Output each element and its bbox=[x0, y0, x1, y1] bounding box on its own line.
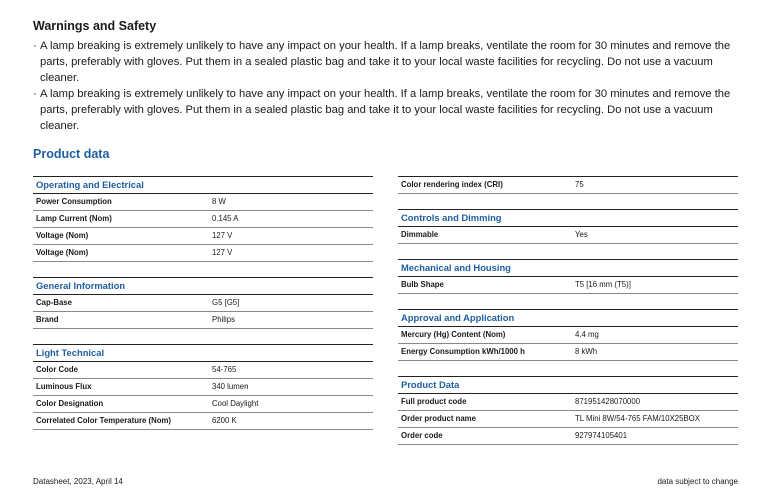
row-value: 6200 K bbox=[212, 416, 237, 425]
warning-item bbox=[33, 86, 738, 134]
group-heading: General Information bbox=[33, 277, 373, 295]
table-row bbox=[398, 411, 738, 428]
bullet-icon: · bbox=[33, 88, 37, 100]
row-label: Color rendering index (CRI) bbox=[401, 180, 503, 189]
row-value: 0.145 A bbox=[212, 214, 239, 223]
row-value: 4.4 mg bbox=[575, 330, 599, 339]
footer-date: Datasheet, 2023, April 14 bbox=[33, 477, 123, 486]
product-data-columns bbox=[33, 176, 738, 445]
row-label: Mercury (Hg) Content (Nom) bbox=[401, 330, 506, 339]
group-product-data bbox=[398, 376, 738, 445]
table-row bbox=[33, 228, 373, 245]
table-row bbox=[398, 394, 738, 411]
group-general-information bbox=[33, 277, 373, 329]
datasheet-page bbox=[33, 18, 738, 445]
row-value: Yes bbox=[575, 230, 588, 239]
row-label: Brand bbox=[36, 315, 59, 324]
row-value: TL Mini 8W/54-765 FAM/10X25BOX bbox=[575, 414, 700, 423]
row-label: Lamp Current (Nom) bbox=[36, 214, 112, 223]
row-label: Cap-Base bbox=[36, 298, 72, 307]
row-label: Correlated Color Temperature (Nom) bbox=[36, 416, 172, 425]
row-label: Bulb Shape bbox=[401, 280, 444, 289]
group-heading: Light Technical bbox=[33, 344, 373, 362]
row-value: 871951428070000 bbox=[575, 397, 641, 406]
table-row bbox=[398, 227, 738, 244]
group-approval-application bbox=[398, 309, 738, 361]
left-column bbox=[33, 176, 373, 445]
group-heading: Operating and Electrical bbox=[33, 176, 373, 194]
table-row bbox=[33, 312, 373, 329]
group-color-rendering bbox=[398, 176, 738, 194]
row-label: Energy Consumption kWh/1000 h bbox=[401, 347, 525, 356]
row-value: 8 kWh bbox=[575, 347, 598, 356]
warning-item bbox=[33, 38, 738, 86]
row-label: Dimmable bbox=[401, 230, 439, 239]
table-row bbox=[398, 344, 738, 361]
row-label: Power Consumption bbox=[36, 197, 112, 206]
table-row bbox=[33, 413, 373, 430]
row-value: 127 V bbox=[212, 248, 233, 257]
product-data-title: Product data bbox=[33, 147, 110, 161]
row-label: Order code bbox=[401, 431, 443, 440]
row-label: Full product code bbox=[401, 397, 467, 406]
row-value: 54-765 bbox=[212, 365, 237, 374]
group-heading: Approval and Application bbox=[398, 309, 738, 327]
table-row bbox=[398, 176, 738, 194]
table-row bbox=[33, 362, 373, 379]
group-controls-dimming bbox=[398, 209, 738, 244]
group-light-technical bbox=[33, 344, 373, 430]
group-heading: Mechanical and Housing bbox=[398, 259, 738, 277]
row-value: Philips bbox=[212, 315, 235, 324]
table-row bbox=[33, 211, 373, 228]
table-row bbox=[33, 194, 373, 211]
row-value: Cool Daylight bbox=[212, 399, 259, 408]
row-value: 8 W bbox=[212, 197, 226, 206]
row-label: Order product name bbox=[401, 414, 476, 423]
row-value: 340 lumen bbox=[212, 382, 249, 391]
group-operating-electrical bbox=[33, 176, 373, 262]
table-row bbox=[33, 396, 373, 413]
table-row bbox=[398, 277, 738, 294]
footer-disclaimer: data subject to change bbox=[657, 477, 738, 486]
row-label: Voltage (Nom) bbox=[36, 231, 89, 240]
group-heading: Product Data bbox=[398, 376, 738, 394]
table-row bbox=[398, 428, 738, 445]
warning-text: A lamp breaking is extremely unlikely to have any impact on your health. If a lamp breaks, ventilate the room for 30 minutes and remove the parts, preferably with gloves. Put them in a sealed plastic bag and take it to your local waste facilities for recycling. Do not use a vacuum cleaner. bbox=[40, 40, 731, 84]
group-heading: Controls and Dimming bbox=[398, 209, 738, 227]
row-value: 927974105401 bbox=[575, 431, 628, 440]
right-column bbox=[398, 176, 738, 445]
row-label: Luminous Flux bbox=[36, 382, 92, 391]
table-row bbox=[33, 379, 373, 396]
table-row bbox=[33, 295, 373, 312]
bullet-icon: · bbox=[33, 40, 37, 52]
row-label: Color Designation bbox=[36, 399, 104, 408]
warnings-section bbox=[33, 18, 738, 134]
table-row bbox=[398, 327, 738, 344]
row-value: 75 bbox=[575, 180, 584, 189]
warnings-title: Warnings and Safety bbox=[33, 19, 157, 33]
row-label: Color Code bbox=[36, 365, 79, 374]
table-row bbox=[33, 245, 373, 262]
group-mechanical-housing bbox=[398, 259, 738, 294]
warning-text: A lamp breaking is extremely unlikely to have any impact on your health. If a lamp breaks, ventilate the room for 30 minutes and remove the parts, preferably with gloves. Put them in a sealed plastic bag and take it to your local waste facilities for recycling. Do not use a vacuum cleaner. bbox=[40, 88, 731, 132]
row-value: G5 [G5] bbox=[212, 298, 240, 307]
row-value: T5 [16 mm (T5)] bbox=[575, 280, 631, 289]
row-label: Voltage (Nom) bbox=[36, 248, 89, 257]
row-value: 127 V bbox=[212, 231, 233, 240]
